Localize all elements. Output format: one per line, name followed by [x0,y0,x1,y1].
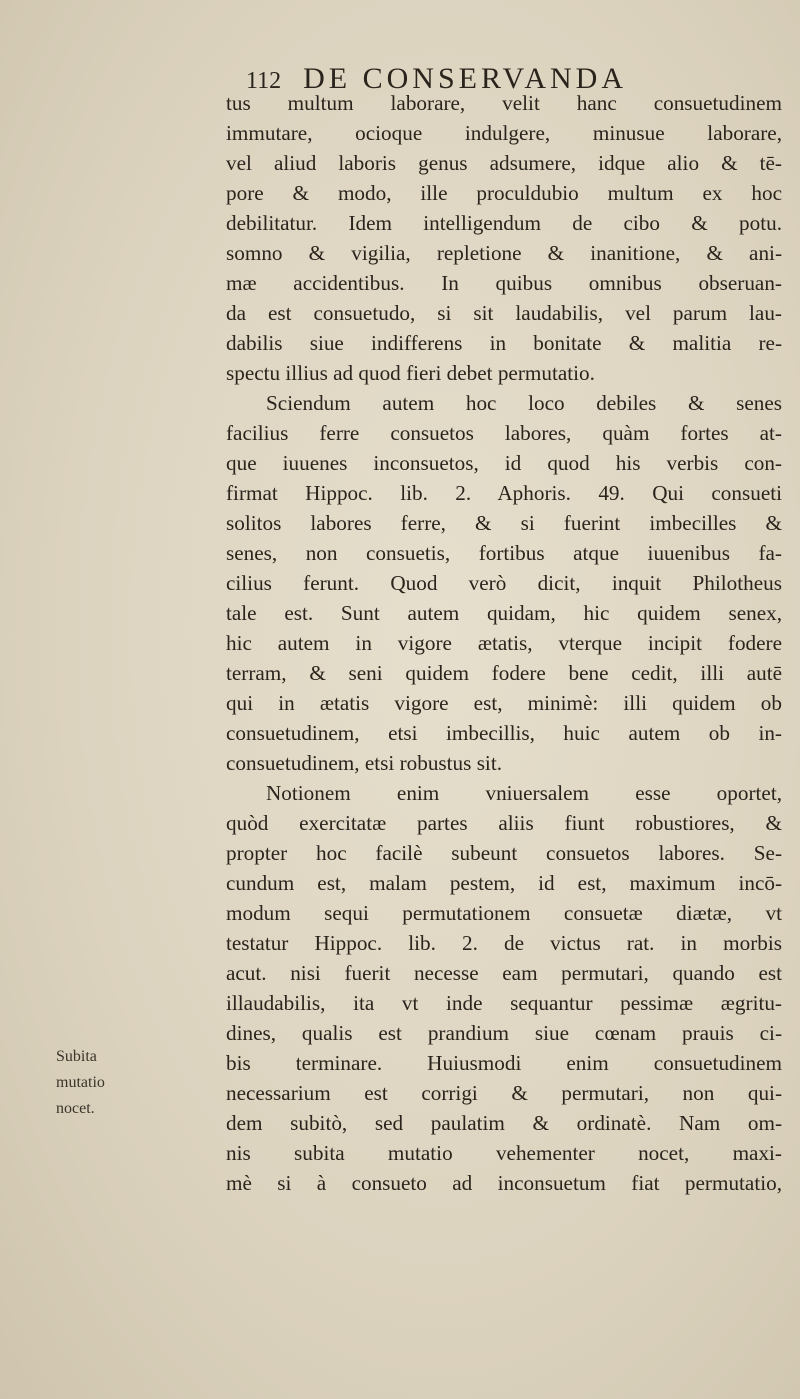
text-line: testatur Hippoc. lib. 2. de victus rat. in morbis [226,931,782,955]
text-line: illaudabilis, ita vt inde sequantur pessimæ ægritu- [226,991,782,1015]
text-line: consuetudinem, etsi robustus sit. [226,751,503,775]
margin-note-line: Subita [56,1048,97,1065]
text-line: quòd exercitatæ partes aliis fiunt robustiores, & [226,811,782,835]
text-line: solitos labores ferre, & si fuerint imbecilles & [226,511,782,535]
text-line: mæ accidentibus. In quibus omnibus obseruan- [226,271,782,295]
text-line: nis subita mutatio vehementer nocet, maxi- [226,1141,782,1165]
text-line: debilitatur. Idem intelligendum de cibo & potu. [226,211,782,235]
text-line: consuetudinem, etsi imbecillis, huic autem ob in- [226,721,782,745]
text-line: vel aliud laboris genus adsumere, idque alio & tē- [226,151,782,175]
text-line: propter hoc facilè subeunt consuetos labores. Se- [226,841,782,865]
margin-note-line: mutatio [56,1074,105,1091]
text-line: firmat Hippoc. lib. 2. Aphoris. 49. Qui consueti [226,481,782,505]
text-line: Sciendum autem hoc loco debiles & senes [266,391,782,415]
margin-note [56,1044,105,1122]
text-line: que iuuenes inconsuetos, id quod his verbis con- [226,451,782,475]
text-line: senes, non consuetis, fortibus atque iuuenibus fa- [226,541,782,565]
text-line: terram, & seni quidem fodere bene cedit, illi autē [226,661,782,685]
margin-note-line: nocet. [56,1100,95,1117]
text-line: spectu illius ad quod fieri debet permutatio. [226,361,595,385]
text-line: hic autem in vigore ætatis, vterque incipit fodere [226,631,782,655]
text-line: cilius ferunt. Quod verò dicit, inquit Philotheus [226,571,782,595]
text-line: necessarium est corrigi & permutari, non qui- [226,1081,782,1105]
text-line: tus multum laborare, velit hanc consuetudinem [226,91,782,115]
page-number: 112 [246,68,282,94]
text-line: bis terminare. Huiusmodi enim consuetudinem [226,1051,782,1075]
text-line: modum sequi permutationem consuetæ diætæ, vt [226,901,782,925]
text-line: dabilis siue indifferens in bonitate & malitia re- [226,331,782,355]
running-title: DE CONSERVANDA [303,62,628,95]
body-text [226,88,782,1198]
text-line: Notionem enim vniuersalem esse oportet, [266,781,782,805]
text-line: pore & modo, ille proculdubio multum ex hoc [226,181,782,205]
text-line: dem subitò, sed paulatim & ordinatè. Nam om- [226,1111,782,1135]
text-line: immutare, ocioque indulgere, minusue laborare, [226,121,782,145]
text-line: cundum est, malam pestem, id est, maximum incō- [226,871,782,895]
text-line: somno & vigilia, repletione & inanitione, & ani- [226,241,782,265]
text-line: qui in ætatis vigore est, minimè: illi quidem ob [226,691,782,715]
text-line: mè si à consueto ad inconsuetum fiat permutatio, [226,1171,782,1195]
text-line: acut. nisi fuerit necesse eam permutari, quando est [226,961,782,985]
text-line: facilius ferre consuetos labores, quàm fortes at- [226,421,782,445]
text-line: da est consuetudo, si sit laudabilis, vel parum lau- [226,301,782,325]
text-line: dines, qualis est prandium siue cœnam prauis ci- [226,1021,782,1045]
text-line: tale est. Sunt autem quidam, hic quidem senex, [226,601,782,625]
